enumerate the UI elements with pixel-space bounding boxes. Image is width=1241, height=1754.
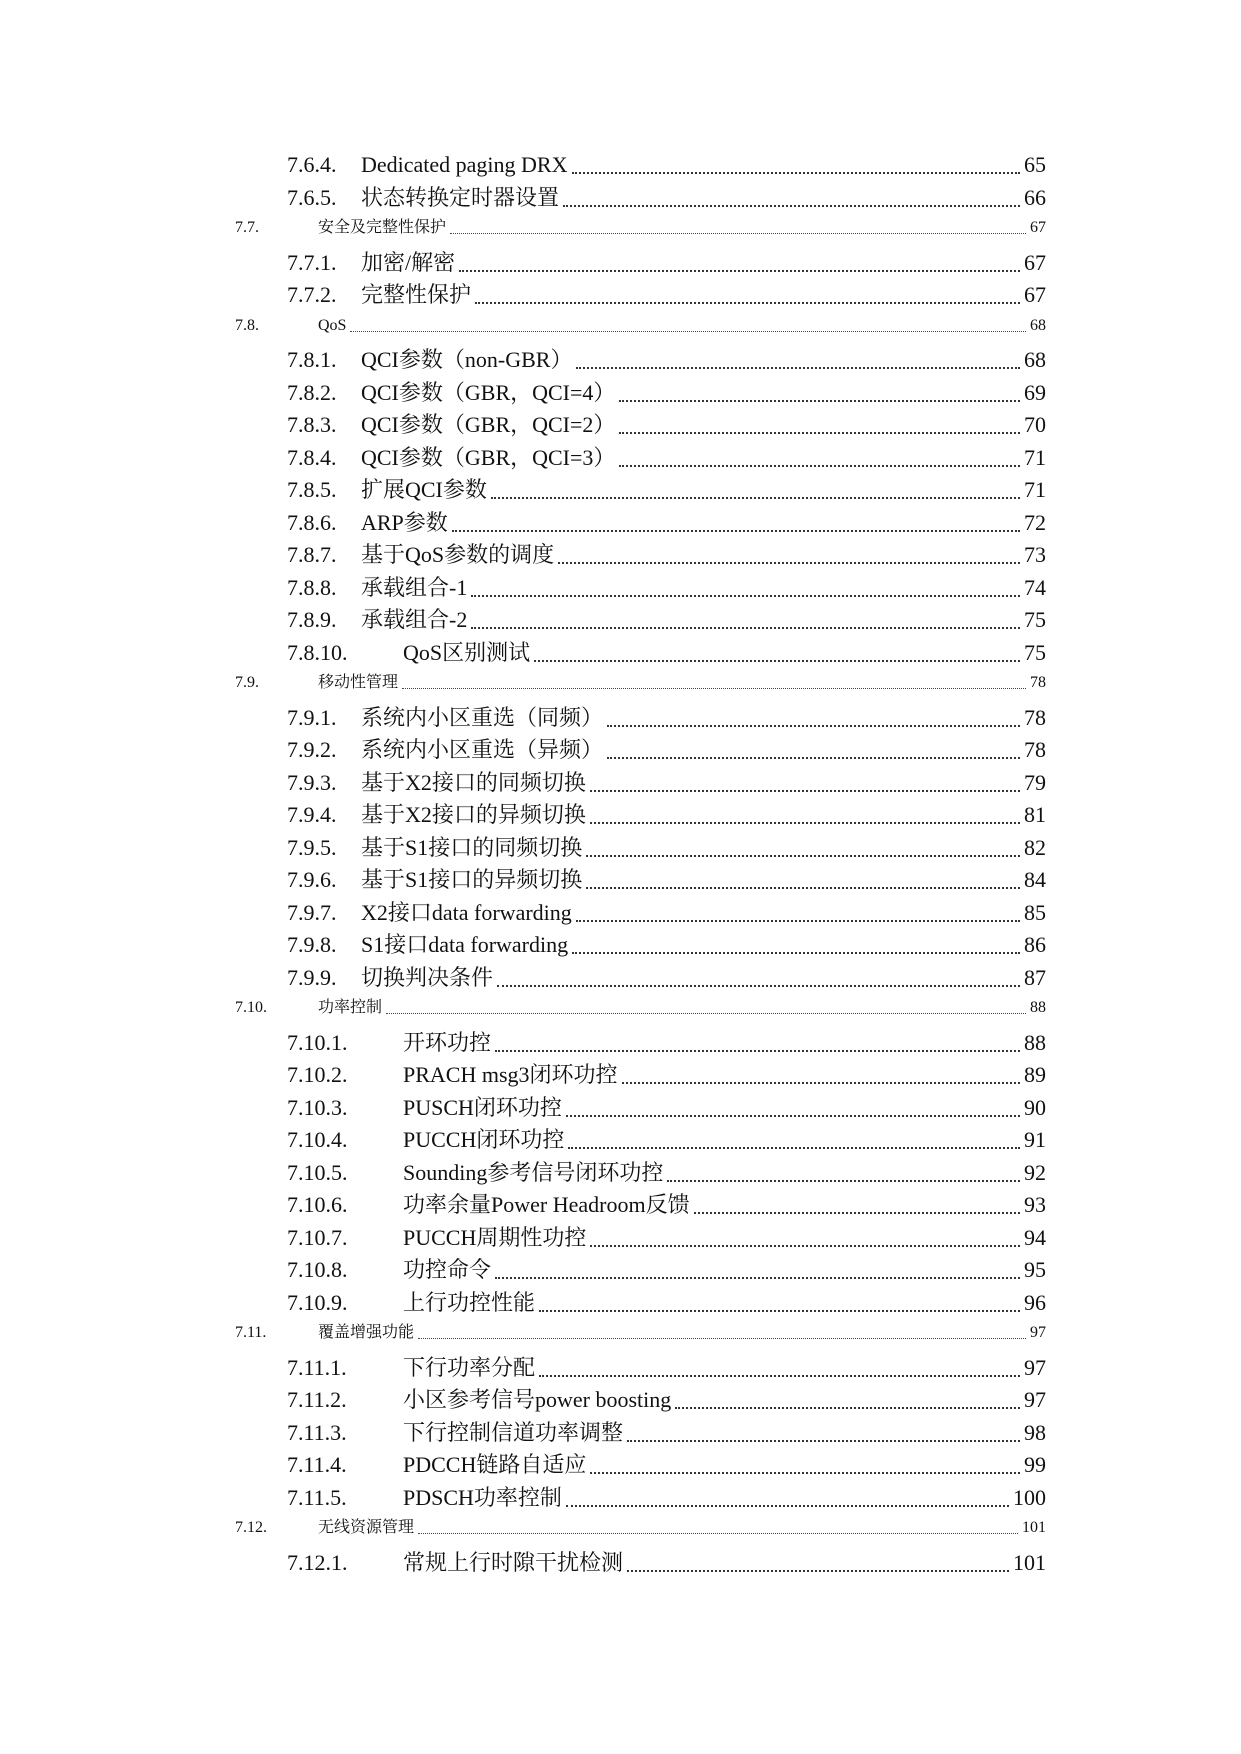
toc-dot-leader — [607, 725, 1020, 727]
toc-dot-leader — [576, 920, 1020, 922]
toc-entry-title: 系统内小区重选（异频） — [361, 735, 607, 765]
toc-entry[interactable] — [0, 963, 1241, 993]
toc-entry-title: PUCCH闭环功控 — [403, 1125, 568, 1155]
toc-entry-number: 7.9.5. — [287, 834, 337, 860]
toc-entry-title: 系统内小区重选（同频） — [361, 703, 607, 733]
toc-dot-leader — [563, 205, 1020, 207]
toc-entry-page: 70 — [1022, 410, 1046, 440]
toc-entry[interactable] — [0, 183, 1241, 213]
toc-entry-title: 移动性管理 — [318, 670, 402, 696]
toc-entry-page: 69 — [1022, 378, 1046, 408]
toc-dot-leader — [590, 1245, 1020, 1247]
toc-dot-leader — [619, 432, 1020, 434]
toc-entry[interactable] — [0, 1158, 1241, 1188]
toc-dot-leader — [491, 497, 1020, 499]
toc-entry-number: 7.8.5. — [287, 477, 337, 502]
toc-entry-page: 87 — [1022, 963, 1046, 993]
toc-entry-number: 7.10.9. — [287, 1289, 348, 1315]
toc-entry-title: S1接口data forwarding — [361, 930, 572, 960]
toc-entry-page: 66 — [1022, 183, 1046, 213]
toc-entry-number: 7.11.1. — [287, 1354, 347, 1380]
toc-entry[interactable] — [0, 703, 1241, 733]
toc-dot-leader — [590, 1472, 1020, 1474]
toc-entry-title: 下行功率分配 — [403, 1353, 539, 1383]
toc-entry-number: 7.7.2. — [287, 282, 337, 307]
toc-entry-title: 开环功控 — [403, 1028, 495, 1058]
toc-entry-title: 基于X2接口的同频切换 — [361, 768, 590, 798]
toc-entry-number: 7.10.2. — [287, 1062, 348, 1087]
toc-entry[interactable] — [0, 313, 1241, 339]
toc-entry[interactable] — [0, 1060, 1241, 1090]
toc-entry-page: 96 — [1022, 1288, 1046, 1318]
toc-entry-page: 100 — [1011, 1483, 1046, 1513]
toc-entry[interactable] — [0, 280, 1241, 310]
toc-entry-page: 73 — [1022, 540, 1046, 570]
toc-entry-title: PRACH msg3闭环功控 — [403, 1060, 622, 1090]
toc-entry[interactable] — [0, 1483, 1241, 1513]
toc-dot-leader — [627, 1440, 1020, 1442]
toc-entry-page: 91 — [1022, 1125, 1046, 1155]
toc-dot-leader — [572, 952, 1020, 954]
toc-dot-leader — [675, 1407, 1020, 1409]
toc-entry-title: 上行功控性能 — [403, 1288, 539, 1318]
toc-entry-title: 加密/解密 — [361, 248, 459, 278]
toc-entry-page: 65 — [1022, 150, 1046, 180]
toc-entry-number: 7.9.1. — [287, 704, 337, 730]
toc-dot-leader — [586, 855, 1020, 857]
toc-entry[interactable] — [0, 1190, 1241, 1220]
toc-entry-number: 7.9.8. — [287, 932, 337, 957]
toc-entry-number: 7.9.9. — [287, 964, 337, 990]
toc-entry-title: 扩展QCI参数 — [361, 475, 491, 505]
toc-entry[interactable] — [0, 605, 1241, 635]
toc-entry-number: 7.10.4. — [287, 1127, 348, 1152]
toc-entry-page: 99 — [1022, 1450, 1046, 1480]
toc-entry-number: 7.12.1. — [287, 1549, 348, 1575]
toc-entry-number: 7.9.3. — [287, 769, 337, 795]
toc-entry-page: 94 — [1022, 1223, 1046, 1253]
toc-entry[interactable] — [0, 1028, 1241, 1058]
toc-entry-number: 7.7. — [235, 219, 259, 236]
toc-dot-leader — [459, 270, 1020, 272]
toc-entry[interactable] — [0, 930, 1241, 960]
toc-dot-leader — [667, 1180, 1020, 1182]
toc-entry[interactable] — [0, 378, 1241, 408]
toc-dot-leader — [566, 1505, 1009, 1507]
toc-entry-title: QCI参数（GBR，QCI=4） — [361, 378, 619, 408]
toc-entry-title: 基于QoS参数的调度 — [361, 540, 558, 570]
toc-entry-number: 7.8.2. — [287, 379, 337, 405]
toc-entry-page: 97 — [1022, 1353, 1046, 1383]
toc-entry[interactable] — [0, 475, 1241, 505]
toc-entry[interactable] — [0, 670, 1241, 696]
toc-entry-title: 覆盖增强功能 — [318, 1320, 418, 1346]
toc-entry-title: PDSCH功率控制 — [403, 1483, 566, 1513]
toc-entry-title: X2接口data forwarding — [361, 898, 576, 928]
toc-entry-number: 7.8.10. — [287, 639, 348, 665]
toc-entry-title: QCI参数（non-GBR） — [361, 345, 576, 375]
toc-entry-title: 基于S1接口的异频切换 — [361, 865, 586, 895]
toc-entry-page: 90 — [1022, 1093, 1046, 1123]
toc-entry-page: 93 — [1022, 1190, 1046, 1220]
toc-entry-number: 7.8. — [235, 316, 259, 334]
toc-dot-leader — [534, 660, 1020, 662]
toc-entry[interactable] — [0, 508, 1241, 538]
toc-entry-title: PUSCH闭环功控 — [403, 1093, 566, 1123]
toc-entry-number: 7.8.8. — [287, 574, 337, 600]
toc-dot-leader — [566, 1115, 1020, 1117]
toc-dot-leader — [572, 172, 1021, 174]
toc-entry-number: 7.11.5. — [287, 1484, 347, 1510]
toc-entry-number: 7.10.8. — [287, 1257, 348, 1282]
toc-entry-number: 7.9.2. — [287, 737, 337, 762]
toc-dot-leader — [402, 688, 1026, 689]
toc-entry-title: 承载组合-1 — [361, 573, 471, 603]
toc-entry[interactable] — [0, 248, 1241, 278]
toc-dot-leader — [386, 1013, 1026, 1014]
toc-entry-number: 7.9.6. — [287, 867, 337, 892]
toc-entry-number: 7.10. — [235, 999, 267, 1016]
toc-entry-page: 98 — [1022, 1418, 1046, 1448]
toc-entry-number: 7.10.5. — [287, 1159, 348, 1185]
toc-dot-leader — [622, 1082, 1020, 1084]
toc-dot-leader — [497, 985, 1020, 987]
toc-entry-number: 7.10.7. — [287, 1224, 348, 1250]
toc-entry[interactable] — [0, 573, 1241, 603]
toc-dot-leader — [590, 790, 1020, 792]
toc-entry-title: 下行控制信道功率调整 — [403, 1418, 627, 1448]
toc-entry-page: 81 — [1022, 800, 1046, 830]
toc-entry-page: 101 — [1011, 1548, 1046, 1578]
toc-entry-title: Dedicated paging DRX — [361, 150, 572, 180]
toc-entry-number: 7.8.3. — [287, 412, 337, 437]
toc-entry-page: 85 — [1022, 898, 1046, 928]
toc-entry-page: 75 — [1022, 605, 1046, 635]
toc-dot-leader — [418, 1533, 1018, 1534]
toc-entry-title: QoS — [318, 313, 350, 339]
toc-entry[interactable] — [0, 1223, 1241, 1253]
toc-entry[interactable] — [0, 800, 1241, 830]
toc-entry-number: 7.11.3. — [287, 1419, 347, 1445]
toc-dot-leader — [452, 530, 1020, 532]
toc-entry-page: 79 — [1022, 768, 1046, 798]
toc-dot-leader — [619, 465, 1020, 467]
toc-entry-number: 7.8.4. — [287, 444, 337, 470]
toc-entry-page: 101 — [1020, 1515, 1046, 1541]
toc-entry[interactable] — [0, 1418, 1241, 1448]
toc-dot-leader — [539, 1375, 1020, 1377]
toc-entry-page: 68 — [1028, 313, 1046, 339]
toc-dot-leader — [495, 1277, 1020, 1279]
toc-entry[interactable] — [0, 410, 1241, 440]
toc-entry-page: 86 — [1022, 930, 1046, 960]
toc-entry-page: 78 — [1028, 670, 1046, 696]
toc-dot-leader — [471, 595, 1020, 597]
toc-entry[interactable] — [0, 1385, 1241, 1415]
toc-entry-page: 71 — [1022, 475, 1046, 505]
toc-entry-title: 常规上行时隙干扰检测 — [403, 1548, 627, 1578]
toc-entry-page: 97 — [1022, 1385, 1046, 1415]
toc-entry-title: 基于S1接口的同频切换 — [361, 833, 586, 863]
toc-dot-leader — [450, 233, 1026, 234]
toc-entry[interactable] — [0, 768, 1241, 798]
toc-dot-leader — [627, 1570, 1009, 1572]
toc-entry-page: 88 — [1028, 995, 1046, 1021]
toc-dot-leader — [471, 627, 1020, 629]
toc-dot-leader — [576, 367, 1020, 369]
toc-entry-title: 状态转换定时器设置 — [361, 183, 563, 213]
toc-entry[interactable] — [0, 150, 1241, 180]
toc-entry-title: PDCCH链路自适应 — [403, 1450, 590, 1480]
toc-entry[interactable] — [0, 443, 1241, 473]
toc-entry-page: 95 — [1022, 1255, 1046, 1285]
toc-entry-title: 功率控制 — [318, 995, 386, 1021]
toc-entry-title: QCI参数（GBR，QCI=3） — [361, 443, 619, 473]
toc-entry-page: 74 — [1022, 573, 1046, 603]
toc-entry-number: 7.8.7. — [287, 542, 337, 567]
toc-entry-title: ARP参数 — [361, 508, 452, 538]
toc-entry-page: 88 — [1022, 1028, 1046, 1058]
toc-entry-number: 7.11.2. — [287, 1387, 347, 1412]
toc-entry-page: 67 — [1022, 248, 1046, 278]
toc-entry-title: QCI参数（GBR，QCI=2） — [361, 410, 619, 440]
toc-entry-number: 7.9.7. — [287, 899, 337, 925]
toc-dot-leader — [568, 1147, 1020, 1149]
toc-dot-leader — [619, 400, 1020, 402]
toc-entry-title: 基于X2接口的异频切换 — [361, 800, 590, 830]
toc-entry-page: 97 — [1028, 1320, 1046, 1346]
toc-entry[interactable] — [0, 1548, 1241, 1578]
toc-entry-title: 无线资源管理 — [318, 1515, 418, 1541]
toc-entry-title: 功率余量Power Headroom反馈 — [403, 1190, 694, 1220]
toc-entry-page: 75 — [1022, 638, 1046, 668]
toc-dot-leader — [586, 887, 1020, 889]
toc-entry-number: 7.11.4. — [287, 1452, 347, 1477]
toc-entry-number: 7.9.4. — [287, 802, 337, 827]
toc-entry-number: 7.6.4. — [287, 152, 337, 177]
toc-entry-page: 78 — [1022, 703, 1046, 733]
toc-dot-leader — [694, 1212, 1020, 1214]
toc-entry[interactable] — [0, 1255, 1241, 1285]
toc-entry-page: 92 — [1022, 1158, 1046, 1188]
toc-entry-number: 7.9. — [235, 674, 259, 691]
toc-entry-title: QoS区别测试 — [403, 638, 534, 668]
toc-entry-number: 7.10.3. — [287, 1094, 348, 1120]
toc-entry[interactable] — [0, 1320, 1241, 1346]
toc-entry[interactable] — [0, 1288, 1241, 1318]
toc-entry[interactable] — [0, 540, 1241, 570]
toc-entry-title: 安全及完整性保护 — [318, 215, 450, 241]
toc-entry[interactable] — [0, 898, 1241, 928]
toc-entry-title: 切换判决条件 — [361, 963, 497, 993]
toc-entry-title: 承载组合-2 — [361, 605, 471, 635]
toc-entry-title: 功控命令 — [403, 1255, 495, 1285]
toc-entry-page: 82 — [1022, 833, 1046, 863]
toc-entry-number: 7.12. — [235, 1519, 267, 1536]
toc-entry-number: 7.10.6. — [287, 1192, 348, 1217]
toc-entry[interactable] — [0, 1093, 1241, 1123]
toc-dot-leader — [607, 757, 1020, 759]
toc-entry[interactable] — [0, 865, 1241, 895]
toc-entry[interactable] — [0, 1515, 1241, 1541]
toc-dot-leader — [418, 1338, 1026, 1339]
toc-entry-page: 89 — [1022, 1060, 1046, 1090]
toc-entry-page: 78 — [1022, 735, 1046, 765]
toc-entry-number: 7.11. — [235, 1324, 267, 1341]
toc-dot-leader — [495, 1050, 1020, 1052]
toc-dot-leader — [539, 1310, 1020, 1312]
toc-entry[interactable] — [0, 215, 1241, 241]
toc-entry-title: Sounding参考信号闭环功控 — [403, 1158, 667, 1188]
toc-entry-title: 完整性保护 — [361, 280, 475, 310]
toc-dot-leader — [350, 331, 1026, 332]
toc-entry-page: 84 — [1022, 865, 1046, 895]
toc-entry-number: 7.6.5. — [287, 184, 337, 210]
toc-entry-page: 67 — [1022, 280, 1046, 310]
toc-entry-page: 68 — [1022, 345, 1046, 375]
toc-entry-number: 7.7.1. — [287, 249, 337, 275]
toc-entry[interactable] — [0, 995, 1241, 1021]
toc-entry-number: 7.10.1. — [287, 1029, 348, 1055]
toc-entry[interactable] — [0, 735, 1241, 765]
toc-entry[interactable] — [0, 1450, 1241, 1480]
toc-entry-title: 小区参考信号power boosting — [403, 1385, 675, 1415]
toc-entry-page: 71 — [1022, 443, 1046, 473]
toc-dot-leader — [558, 562, 1020, 564]
toc-entry-page: 67 — [1028, 215, 1046, 241]
toc-entry-number: 7.8.9. — [287, 607, 337, 632]
toc-entry[interactable] — [0, 345, 1241, 375]
toc-entry[interactable] — [0, 1353, 1241, 1383]
toc-entry-title: PUCCH周期性功控 — [403, 1223, 590, 1253]
toc-dot-leader — [590, 822, 1020, 824]
toc-entry-number: 7.8.6. — [287, 509, 337, 535]
toc-entry[interactable] — [0, 638, 1241, 668]
toc-entry-number: 7.8.1. — [287, 347, 337, 372]
toc-entry-page: 72 — [1022, 508, 1046, 538]
toc-entry[interactable] — [0, 1125, 1241, 1155]
toc-entry[interactable] — [0, 833, 1241, 863]
toc-dot-leader — [475, 302, 1020, 304]
